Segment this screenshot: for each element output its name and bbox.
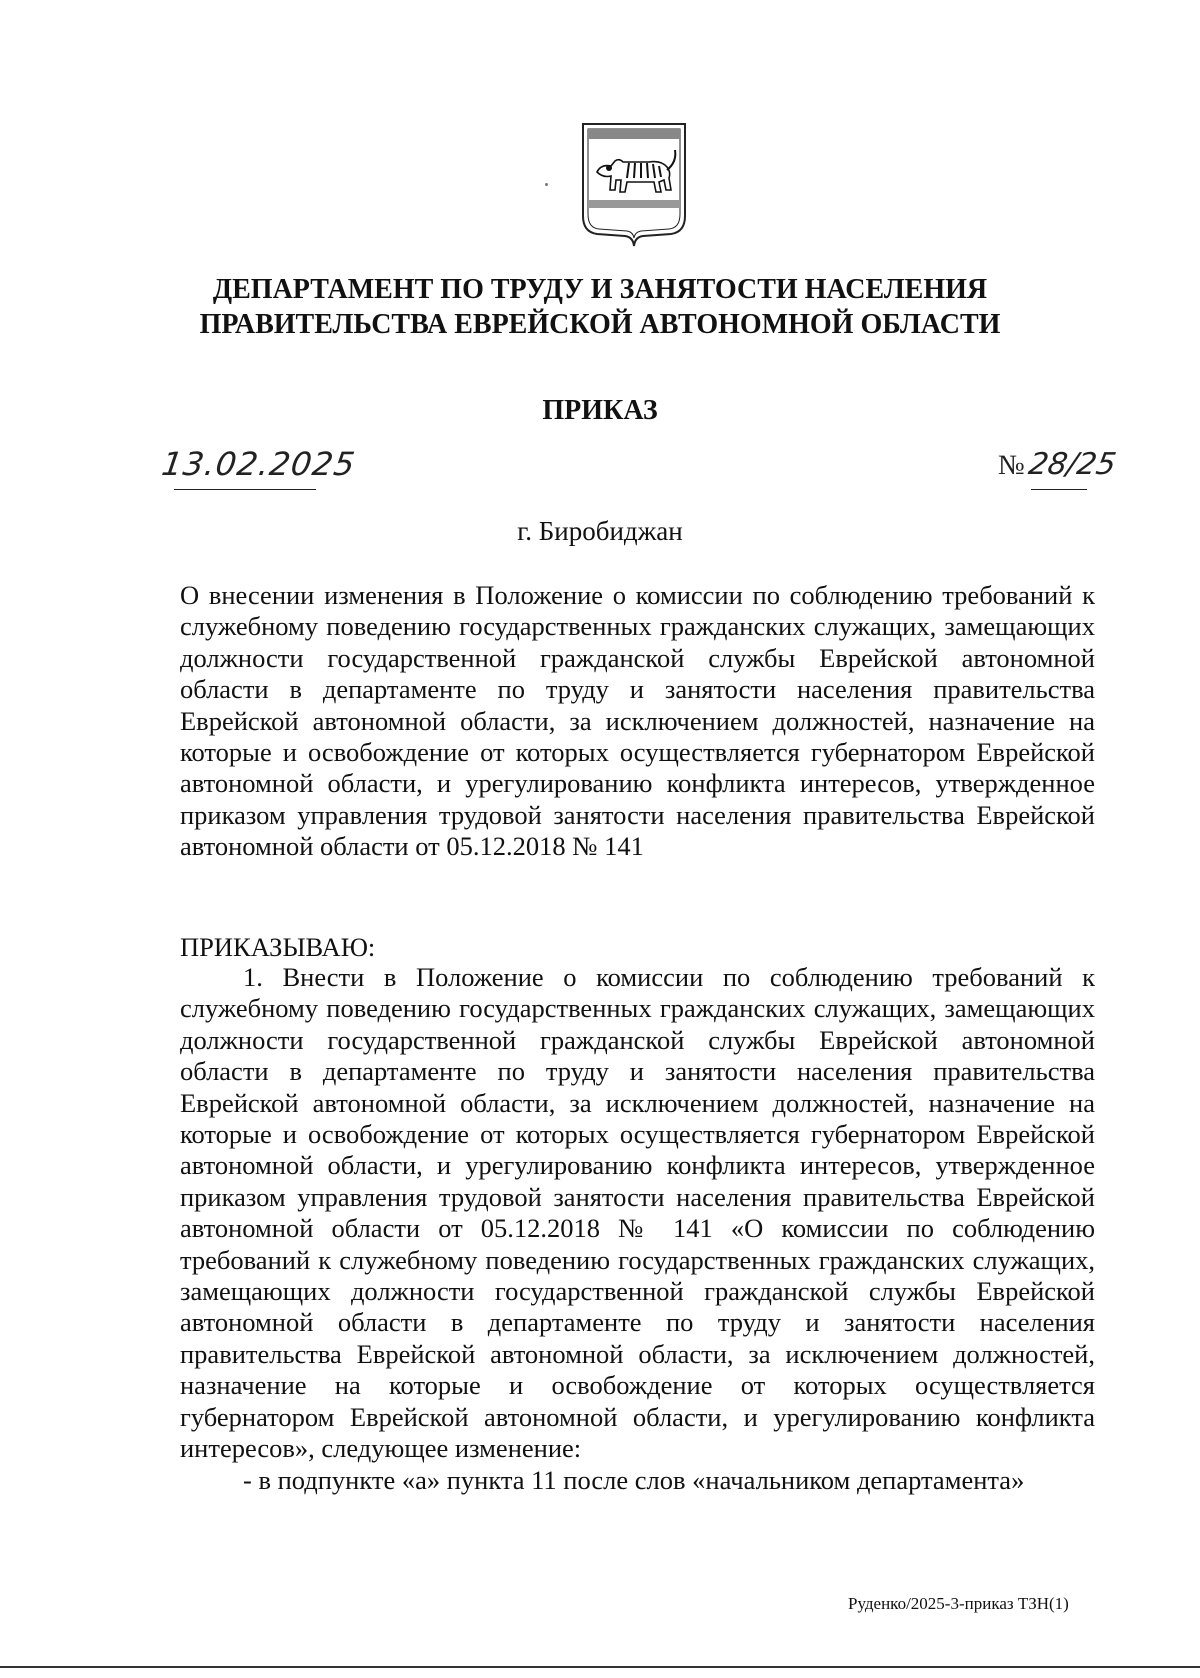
order-word: ПРИКАЗЫВАЮ: <box>180 932 376 962</box>
file-reference: Руденко/2025-3-приказ ТЗН(1) <box>848 1594 1069 1613</box>
page-bottom-edge <box>0 1666 1200 1668</box>
scan-speck <box>545 183 548 186</box>
department-title <box>0 272 1200 342</box>
department-line-2: ПРАВИТЕЛЬСТВА ЕВРЕЙСКОЙ АВТОНОМНОЙ ОБЛАСТИ <box>199 309 1001 340</box>
date-underline <box>174 489 316 490</box>
coat-of-arms-tiger-icon <box>579 120 689 248</box>
item-1-bullet: - в подпункте «а» пункта 11 после слов «начальником департамента» <box>243 1464 1025 1495</box>
document-number <box>998 447 1119 482</box>
order-heading <box>180 932 1095 963</box>
subject-paragraph <box>180 580 1095 863</box>
handwritten-number: 28/25 <box>1025 447 1119 482</box>
city: г. Биробиджан <box>517 516 683 546</box>
number-underline <box>1031 489 1087 490</box>
department-line-1: ДЕПАРТАМЕНТ ПО ТРУДУ И ЗАНЯТОСТИ НАСЕЛЕНИЯ <box>212 274 988 305</box>
number-sign: № <box>998 450 1025 481</box>
subject-text: О внесении изменения в Положение о комиссии по соблюдению требований к служебному поведению государственных гражданских служащих, замещающих должности государственной гражданской службы Еврейской автономной области в департаменте по труду и занятости населения правительства Еврейской автономной области, за исключением должностей, назначение на которые и освобождение от которых осуществляется губернатором Еврейской автономной области, и урегулированию конфликта интересов, утвержденное приказом управления трудовой занятости населения правительства Еврейской автономной области от 05.12.2018 № 141 <box>180 580 1095 862</box>
order-item-1 <box>180 962 1095 1496</box>
item-1-text: 1. Внести в Положение о комиссии по соблюдению требований к служебному поведению государственных гражданских служащих, замещающих должности государственной гражданской службы Еврейской автономной области в департаменте по труду и занятости населения правительства Еврейской автономной области, за исключением должностей, назначение на которые и освобождение от которых осуществляется губернатором Еврейской автономной области, и урегулированию конфликта интересов, утвержденное приказом управления трудовой занятости населения правительства Еврейской автономной области от 05.12.2018 № 141 «О комиссии по соблюдению требований к служебному поведению государственных гражданских служащих, замещающих должности государственной гражданской службы Еврейской автономной области в департаменте по труду и занятости населения правительства Еврейской автономной области, за исключением должностей, назначение на которые и освобождение от которых осуществляется губернатором Еврейской автономной области, и урегулированию конфликта интересов», следующее изменение: <box>180 962 1095 1464</box>
document-type: ПРИКАЗ <box>542 395 658 426</box>
handwritten-date: 13.02.2025 <box>159 445 358 483</box>
